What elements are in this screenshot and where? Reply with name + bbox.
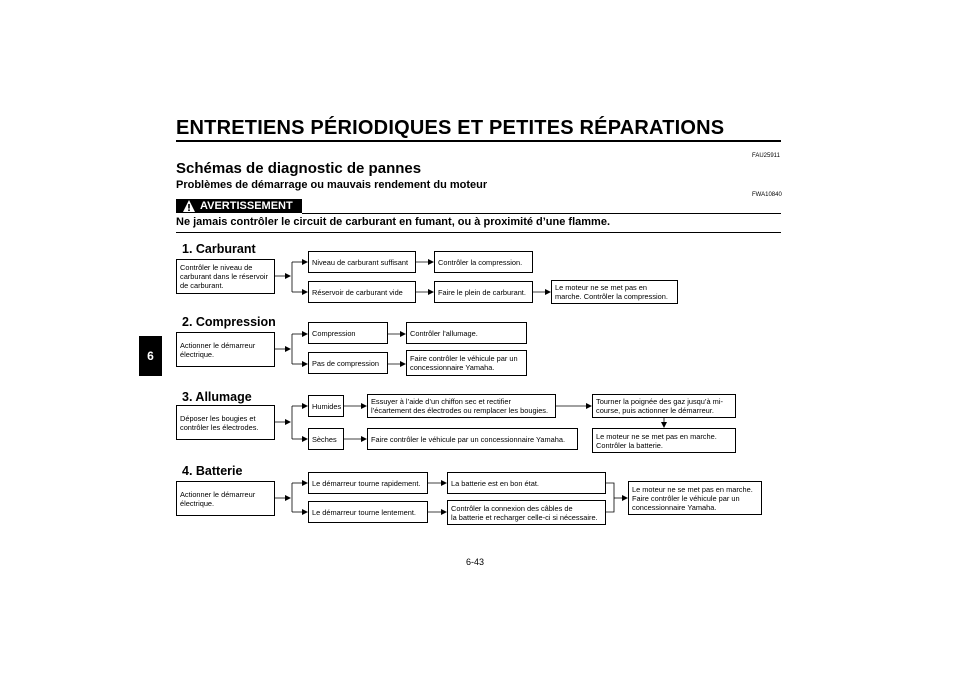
allumage-result-a: Essuyer à l’aide d’un chiffon sec et rectifier l’écartement des électrodes ou remplacer les bougies. [367, 394, 556, 418]
warning-text: Ne jamais contrôler le circuit de carburant en fumant, ou à proximité d’une flamme. [176, 216, 610, 228]
allumage-branch-a: Humides [308, 395, 344, 417]
section-code: FAU25911 [752, 153, 780, 159]
page-header-title: ENTRETIENS PÉRIODIQUES ET PETITES RÉPARATIONS [176, 117, 725, 139]
compression-result-b: Faire contrôler le véhicule par un concessionnaire Yamaha. [406, 350, 527, 376]
page-number: 6-43 [466, 557, 485, 567]
carburant-branch-b: Réservoir de carburant vide [308, 281, 416, 303]
carburant-result-b2: Le moteur ne se met pas en marche. Contrôler la compression. [551, 280, 678, 304]
section-subtitle: Problèmes de démarrage ou mauvais rendement du moteur [176, 179, 488, 191]
carburant-branch-a: Niveau de carburant suffisant [308, 251, 416, 273]
chapter-tab: 6 [139, 336, 162, 376]
chart-title-carburant: 1. Carburant [182, 242, 256, 256]
warning-code: FWA10840 [752, 192, 782, 198]
carburant-result-a: Contrôler la compression. [434, 251, 533, 273]
batterie-result-b: Contrôler la connexion des câbles de la batterie et recharger celle-ci si nécessaire. [447, 500, 606, 525]
allumage-start-box: Déposer les bougies et contrôler les électrodes. [176, 405, 275, 440]
carburant-result-b: Faire le plein de carburant. [434, 281, 533, 303]
batterie-start-box: Actionner le démarreur électrique. [176, 481, 275, 516]
chart-title-allumage: 3. Allumage [182, 390, 252, 404]
section-title: Schémas de diagnostic de pannes [176, 160, 422, 177]
allumage-result-a3: Le moteur ne se met pas en marche. Contrôler la batterie. [592, 428, 736, 453]
allumage-branch-b: Sèches [308, 428, 344, 450]
chart-title-compression: 2. Compression [182, 315, 276, 329]
batterie-final: Le moteur ne se met pas en marche. Faire contrôler le véhicule par un concessionnaire Yamaha. [628, 481, 762, 515]
compression-start-box: Actionner le démarreur électrique. [176, 332, 275, 367]
warning-badge-label: AVERTISSEMENT [200, 200, 293, 212]
chart-title-batterie: 4. Batterie [182, 464, 243, 478]
batterie-branch-b: Le démarreur tourne lentement. [308, 501, 428, 523]
compression-branch-a: Compression [308, 322, 388, 344]
allumage-result-b: Faire contrôler le véhicule par un concessionnaire Yamaha. [367, 428, 578, 450]
batterie-branch-a: Le démarreur tourne rapidement. [308, 472, 428, 494]
compression-result-a: Contrôler l’allumage. [406, 322, 527, 344]
compression-branch-b: Pas de compression [308, 352, 388, 374]
carburant-start-box: Contrôler le niveau de carburant dans le réservoir de carburant. [176, 259, 275, 294]
batterie-result-a: La batterie est en bon état. [447, 472, 606, 494]
allumage-result-a2: Tourner la poignée des gaz jusqu’à mi- course, puis actionner le démarreur. [592, 394, 736, 418]
